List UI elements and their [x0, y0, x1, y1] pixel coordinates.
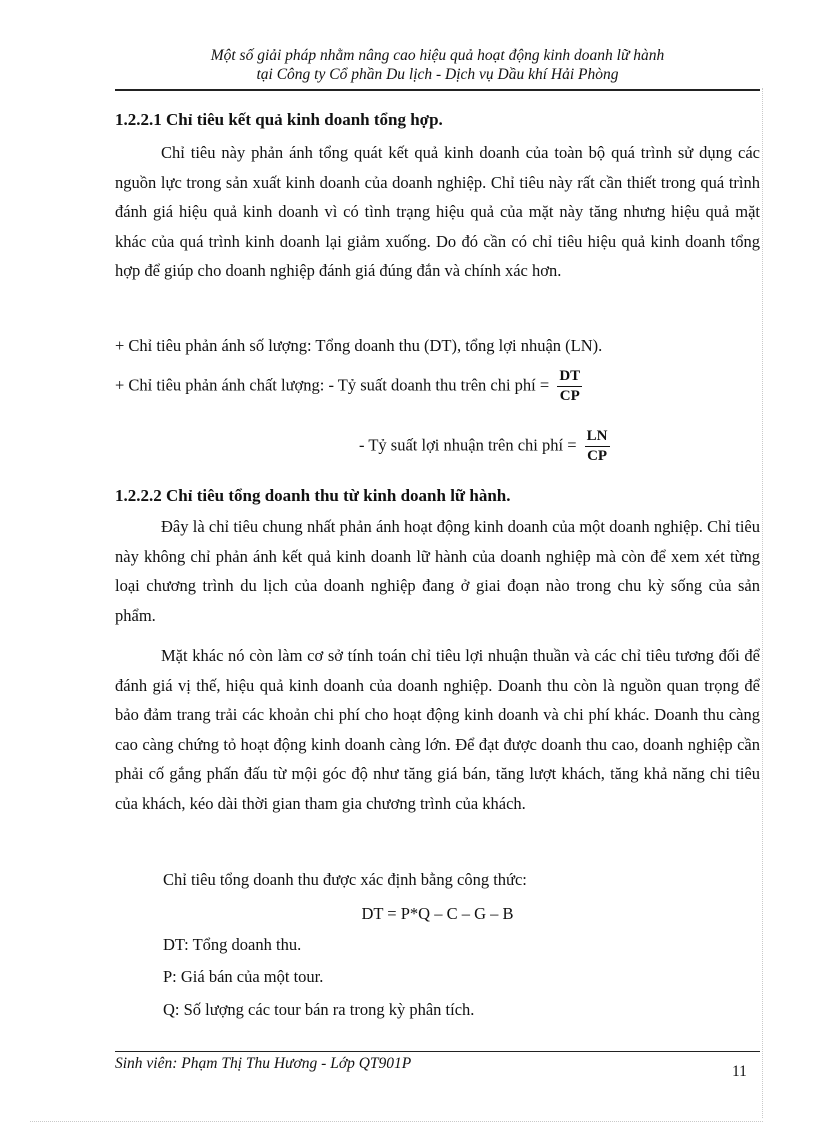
profit-ratio-label: - Tỷ suất lợi nhuận trên chi phí = [359, 435, 577, 455]
footer-rule [115, 1051, 760, 1052]
fraction-denominator-cp: CP [587, 448, 608, 464]
definition-dt: DT: Tổng doanh thu. [163, 935, 302, 954]
revenue-cost-fraction [557, 368, 582, 405]
quantity-indicator-line: + Chỉ tiêu phản ánh số lượng: Tổng doanh thu (DT), tổng lợi nhuận (LN). [115, 336, 603, 355]
page-border-bottom [30, 1121, 763, 1122]
quality-indicator-label: + Chỉ tiêu phản ánh chất lượng: - Tỷ suất doanh thu trên chi phí = [115, 375, 550, 395]
formula-intro: Chỉ tiêu tổng doanh thu được xác định bằng công thức: [163, 870, 527, 889]
quality-indicator-line [115, 368, 582, 405]
section-2-paragraph-1 [115, 512, 760, 630]
page-border-right [762, 88, 764, 1118]
definition-q: Q: Số lượng các tour bán ra trong kỳ phân tích. [163, 1000, 475, 1019]
section-2-heading: 1.2.2.2 Chỉ tiêu tổng doanh thu từ kinh doanh lữ hành. [115, 486, 511, 505]
fraction-numerator-dt: DT [557, 368, 582, 387]
fraction-numerator-ln: LN [585, 428, 610, 447]
header-line-1: Một số giải pháp nhằm nâng cao hiệu quả hoạt động kinh doanh lữ hành [210, 47, 665, 64]
page-header [115, 46, 760, 84]
profit-ratio-line [359, 428, 610, 465]
section-2-paragraph-2 [115, 641, 760, 819]
section-1-heading: 1.2.2.1 Chỉ tiêu kết quả kinh doanh tổng hợp. [115, 110, 443, 129]
header-line-2: tại Công ty Cổ phần Du lịch - Dịch vụ Dầu khí Hải Phòng [256, 66, 619, 83]
footer-student-info: Sinh viên: Phạm Thị Thu Hương - Lớp QT901P [115, 1055, 412, 1072]
section-2-paragraph-1-text: Đây là chỉ tiêu chung nhất phản ánh hoạt động kinh doanh của một doanh nghiệp. Chỉ tiêu này không chỉ phản ánh kết quả kinh doanh lữ hành của doanh nghiệp mà còn để xem xét từng loại chương trình du lịch của doanh nghiệp đang ở giai đoạn nào trong chu kỳ sống của sản phẩm. [115, 517, 760, 625]
section-1-paragraph [115, 138, 760, 286]
header-rule [115, 89, 760, 91]
section-2-paragraph-2-text: Mặt khác nó còn làm cơ sở tính toán chỉ tiêu lợi nhuận thuần và các chỉ tiêu tương đối để đánh giá vị thế, hiệu quả kinh doanh của doanh nghiệp. Doanh thu còn là nguồn quan trọng để bảo đảm trang trải các khoản chi phí cho hoạt động kinh doanh và chi phí khác. Doanh thu càng cao càng chứng tỏ hoạt động kinh doanh càng lớn. Để đạt được doanh thu cao, doanh nghiệp cần phải cố gắng phấn đấu từ mội góc độ như tăng giá bán, tăng lượt khách, tăng khả năng chi tiêu của khách, kéo dài thời gian tham gia chương trình của khách. [115, 646, 760, 813]
definition-p: P: Giá bán của một tour. [163, 967, 324, 986]
profit-cost-fraction [585, 428, 610, 465]
section-1-paragraph-text: Chỉ tiêu này phản ánh tổng quát kết quả kinh doanh của toàn bộ quá trình sử dụng các nguồn lực trong sản xuất kinh doanh của doanh nghiệp. Chỉ tiêu này rất cần thiết trong quá trình đánh giá hiệu quả kinh doanh vì có tình trạng hiệu quả của mặt này tăng nhưng hiệu quả mặt khác của quá trình kinh doanh lại giảm xuống. Do đó cần có chỉ tiêu hiệu quả kinh doanh tổng hợp để giúp cho doanh nghiệp đánh giá đúng đắn và chính xác hơn. [115, 143, 760, 281]
fraction-denominator-cp: CP [559, 388, 580, 404]
page-number: 11 [732, 1063, 747, 1080]
revenue-formula: DT = P*Q – C – G – B [361, 904, 514, 923]
